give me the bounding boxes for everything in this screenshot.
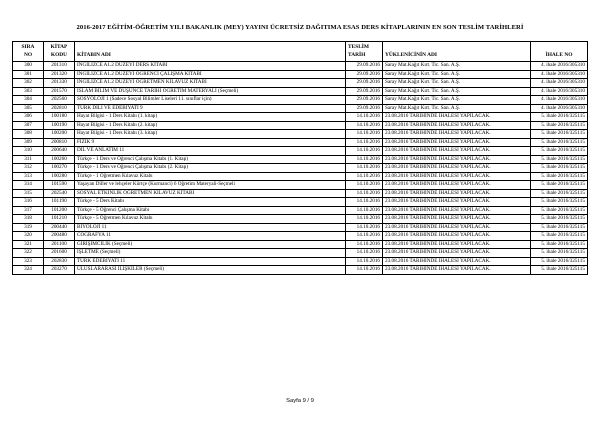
cell-yuklenici: 23.08.2016 TARİHİNDE İHALESİ YAPILACAK. [383,181,531,190]
cell-ihale-no: 5. ihale 2016/325115 [531,206,588,215]
cell-teslim-tarih: 14.10.2016 [346,198,383,207]
cell-sira-no: 311 [13,155,44,164]
header-sira-no [13,42,44,62]
cell-kitap-adi: ULUSLARARASI İLİŞKİLER (Seçmeli) [75,266,346,275]
cell-kitap-adi: COĞRAFYA 11 [75,232,346,241]
cell-kitap-kodu: 100190 [44,121,75,130]
cell-sira-no: 304 [13,96,44,105]
cell-kitap-kodu: 203270 [44,266,75,275]
cell-yuklenici: 23.08.2016 TARİHİNDE İHALESİ YAPILACAK. [383,189,531,198]
cell-sira-no: 318 [13,215,44,224]
cell-ihale-no: 5. ihale 2016/325115 [531,232,588,241]
header-teslim-line2: TARİH [348,51,366,58]
table-row [13,189,588,198]
cell-teslim-tarih: 14.10.2016 [346,240,383,249]
cell-yuklenici: 23.08.2016 TARİHİNDE İHALESİ YAPILACAK. [383,172,531,181]
cell-teslim-tarih: 29.09.2016 [346,104,383,113]
cell-sira-no: 303 [13,87,44,96]
cell-yuklenici: 23.08.2016 TARİHİNDE İHALESİ YAPILACAK. [383,198,531,207]
cell-kitap-adi: İNGİLİZCE A1.2 DÜZEYİ ÖĞRENCİ ÇALIŞMA KİTABI [75,70,346,79]
cell-kitap-adi: Türkçe - 5 Öğrenci Çalışma Kitabı [75,206,346,215]
cell-ihale-no: 4. ihale 2016/305310 [531,96,588,105]
table-row [13,172,588,181]
table-row [13,138,588,147]
cell-ihale-no: 5. ihale 2016/325115 [531,164,588,173]
cell-yuklenici: Saray Mat.Kağıt Kırt. Tic. San. A.Ş. [383,104,531,113]
cell-yuklenici: 23.08.2016 TARİHİNDE İHALESİ YAPILACAK. [383,206,531,215]
cell-teslim-tarih: 14.10.2016 [346,189,383,198]
table-row [13,87,588,96]
cell-kitap-kodu: 101590 [44,181,75,190]
cell-kitap-kodu: 101190 [44,198,75,207]
cell-teslim-tarih: 29.09.2016 [346,96,383,105]
cell-yuklenici: Saray Mat.Kağıt Kırt. Tic. San. A.Ş. [383,96,531,105]
table-row [13,215,588,224]
cell-kitap-kodu: 200440 [44,223,75,232]
cell-kitap-adi: TÜRK DİLİ VE EDEBİYATI 9 [75,104,346,113]
table-header-row [13,42,588,62]
cell-kitap-adi: Hayat Bilgisi - 1 Ders Kitabı (1. kitap) [75,113,346,122]
cell-kitap-kodu: 201310 [44,62,75,71]
header-sira-line2: NO [23,51,33,58]
header-teslim-line1: TESLİM [348,44,369,50]
cell-sira-no: 317 [13,206,44,215]
cell-ihale-no: 4. ihale 2016/305310 [531,62,588,71]
cell-sira-no: 312 [13,164,44,173]
header-yuklenici-label: YÜKLENİCİNİN ADI [385,51,437,58]
cell-sira-no: 305 [13,104,44,113]
cell-ihale-no: 5. ihale 2016/325115 [531,189,588,198]
cell-kitap-adi: TÜRK EDEBİYATI 11 [75,257,346,266]
cell-teslim-tarih: 14.10.2016 [346,121,383,130]
cell-yuklenici: 23.08.2016 TARİHİNDE İHALESİ YAPILACAK. [383,240,531,249]
cell-sira-no: 316 [13,198,44,207]
cell-kitap-adi: SOSYAL ETKİNLİK ÖĞRETMEN KILAVUZ KİTABI [75,189,346,198]
cell-kitap-adi: İNGİLİZCE A1.2 DÜZEYİ DERS KİTABI [75,62,346,71]
header-yuklenici [383,42,531,62]
cell-sira-no: 307 [13,121,44,130]
cell-kitap-kodu: 200810 [44,138,75,147]
table-row [13,249,588,258]
cell-sira-no: 324 [13,266,44,275]
cell-ihale-no: 5. ihale 2016/325115 [531,147,588,156]
cell-yuklenici: Saray Mat.Kağıt Kırt. Tic. San. A.Ş. [383,70,531,79]
cell-sira-no: 302 [13,79,44,88]
cell-teslim-tarih: 14.10.2016 [346,206,383,215]
cell-sira-no: 314 [13,181,44,190]
cell-teslim-tarih: 14.10.2016 [346,257,383,266]
cell-kitap-kodu: 201600 [44,249,75,258]
cell-ihale-no: 5. ihale 2016/325115 [531,257,588,266]
cell-yuklenici: 23.08.2016 TARİHİNDE İHALESİ YAPILACAK. [383,147,531,156]
header-ihale-no [531,42,588,62]
cell-kitap-adi: Türkçe - 5 Öğretmen Kılavuz Kitabı [75,215,346,224]
cell-sira-no: 306 [13,113,44,122]
table-row [13,62,588,71]
cell-teslim-tarih: 14.10.2016 [346,155,383,164]
header-ihale-label: İHALE NO [545,51,573,58]
cell-kitap-kodu: 202540 [44,189,75,198]
cell-teslim-tarih: 29.09.2016 [346,79,383,88]
cell-teslim-tarih: 14.10.2016 [346,130,383,139]
cell-kitap-kodu: 202830 [44,257,75,266]
cell-kitap-adi: Hayat Bilgisi - 1 Ders Kitabı (2. kitap) [75,121,346,130]
cell-kitap-adi: FİZİK 9 [75,138,346,147]
cell-ihale-no: 4. ihale 2016/305310 [531,87,588,96]
table-row [13,181,588,190]
cell-ihale-no: 5. ihale 2016/325115 [531,121,588,130]
table-row [13,164,588,173]
cell-kitap-kodu: 100270 [44,164,75,173]
cell-ihale-no: 4. ihale 2016/305310 [531,79,588,88]
cell-teslim-tarih: 14.10.2016 [346,232,383,241]
cell-yuklenici: 23.08.2016 TARİHİNDE İHALESİ YAPILACAK. [383,249,531,258]
header-kitap-line2: KODU [50,51,68,58]
cell-yuklenici: 23.08.2016 TARİHİNDE İHALESİ YAPILACAK. [383,232,531,241]
cell-kitap-kodu: 200480 [44,232,75,241]
cell-yuklenici: 23.08.2016 TARİHİNDE İHALESİ YAPILACAK. [383,155,531,164]
cell-yuklenici: 23.08.2016 TARİHİNDE İHALESİ YAPILACAK. [383,130,531,139]
deadline-table [12,41,588,275]
cell-sira-no: 322 [13,249,44,258]
cell-teslim-tarih: 14.10.2016 [346,181,383,190]
table-row [13,155,588,164]
cell-kitap-kodu: 101210 [44,215,75,224]
cell-kitap-adi: Türkçe - 1 Ders ve Öğrenci Çalışma Kitabı (2. Kitap) [75,164,346,173]
cell-ihale-no: 5. ihale 2016/325115 [531,249,588,258]
cell-yuklenici: Saray Mat.Kağıt Kırt. Tic. San. A.Ş. [383,62,531,71]
cell-yuklenici: 23.08.2016 TARİHİNDE İHALESİ YAPILACAK. [383,257,531,266]
cell-kitap-kodu: 201570 [44,87,75,96]
cell-sira-no: 321 [13,240,44,249]
table-row [13,206,588,215]
table-row [13,257,588,266]
header-teslim-tarih [346,42,383,62]
cell-yuklenici: 23.08.2016 TARİHİNDE İHALESİ YAPILACAK. [383,223,531,232]
table-row [13,79,588,88]
cell-sira-no: 315 [13,189,44,198]
cell-kitap-kodu: 100180 [44,113,75,122]
cell-kitap-adi: SOSYOLOJİ 1 (Sadece Sosyal Bilimler Liseleri 11. sınıflar için) [75,96,346,105]
cell-kitap-kodu: 101200 [44,206,75,215]
cell-kitap-kodu: 100200 [44,130,75,139]
cell-teslim-tarih: 14.10.2016 [346,215,383,224]
cell-ihale-no: 5. ihale 2016/325115 [531,113,588,122]
cell-ihale-no: 5. ihale 2016/325115 [531,155,588,164]
cell-sira-no: 320 [13,232,44,241]
cell-yuklenici: Saray Mat.Kağıt Kırt. Tic. San. A.Ş. [383,87,531,96]
page-footer: Sayfa 9 / 9 [286,398,314,404]
table-body [13,62,588,275]
table-row [13,70,588,79]
header-kitap-kodu [44,42,75,62]
cell-teslim-tarih: 14.10.2016 [346,266,383,275]
cell-kitap-adi: İNGİLİZCE A1.2 DÜZEYİ ÖĞRETMEN KILAVUZ KİTABI [75,79,346,88]
cell-yuklenici: 23.08.2016 TARİHİNDE İHALESİ YAPILACAK. [383,215,531,224]
cell-ihale-no: 5. ihale 2016/325115 [531,138,588,147]
cell-yuklenici: 23.08.2016 TARİHİNDE İHALESİ YAPILACAK. [383,138,531,147]
cell-sira-no: 301 [13,70,44,79]
cell-ihale-no: 5. ihale 2016/325115 [531,266,588,275]
header-kitabin-adi [75,42,346,62]
cell-ihale-no: 5. ihale 2016/325115 [531,240,588,249]
header-sira-line1: SIRA [21,44,35,50]
cell-ihale-no: 4. ihale 2016/305310 [531,70,588,79]
table-row [13,240,588,249]
cell-kitap-kodu: 202810 [44,104,75,113]
cell-teslim-tarih: 14.10.2016 [346,172,383,181]
table-row [13,104,588,113]
cell-yuklenici: 23.08.2016 TARİHİNDE İHALESİ YAPILACAK. [383,113,531,122]
cell-sira-no: 323 [13,257,44,266]
cell-kitap-kodu: 100260 [44,155,75,164]
table-row [13,232,588,241]
cell-kitap-adi: Türkçe - 1 Öğretmen Kılavuz Kitabı [75,172,346,181]
cell-kitap-kodu: 201100 [44,240,75,249]
cell-teslim-tarih: 14.10.2016 [346,249,383,258]
cell-teslim-tarih: 29.09.2016 [346,70,383,79]
cell-sira-no: 310 [13,147,44,156]
cell-kitap-kodu: 200640 [44,147,75,156]
table-row [13,121,588,130]
cell-teslim-tarih: 14.10.2016 [346,113,383,122]
header-kitap-line1: KİTAP [50,44,68,50]
cell-ihale-no: 5. ihale 2016/325115 [531,215,588,224]
cell-kitap-adi: BİYOLOJİ 11 [75,223,346,232]
cell-ihale-no: 5. ihale 2016/325115 [531,198,588,207]
cell-sira-no: 313 [13,172,44,181]
cell-teslim-tarih: 14.10.2016 [346,164,383,173]
cell-kitap-adi: Yaşayan Diller ve lehçeler Kürtçe (Kurmanci) 6 Öğretim Materyali-Seçmeli [75,181,346,190]
cell-sira-no: 309 [13,138,44,147]
cell-kitap-adi: İSLAM BİLİM VE DÜŞÜNCE TARİHİ ÖĞRETİM MATERYALİ (Seçmeli) [75,87,346,96]
table-row [13,147,588,156]
cell-teslim-tarih: 14.10.2016 [346,138,383,147]
cell-kitap-kodu: 201320 [44,70,75,79]
page-title: 2016-2017 EĞİTİM-ÖĞRETİM YILI BAKANLIK (MEY) YAYINI ÜCRETSİZ DAĞITIMA ESAS DERS KİTAPLARININ EN SON TESLİM TARİHLERİ [76,24,524,31]
table-row [13,223,588,232]
cell-kitap-adi: İŞLETME (Seçmeli) [75,249,346,258]
cell-kitap-kodu: 202560 [44,96,75,105]
cell-teslim-tarih: 14.10.2016 [346,147,383,156]
cell-ihale-no: 5. ihale 2016/325115 [531,130,588,139]
cell-kitap-adi: Hayat Bilgisi - 1 Ders Kitabı (3. kitap) [75,130,346,139]
cell-teslim-tarih: 14.10.2016 [346,223,383,232]
cell-kitap-adi: Türkçe - 5 Ders Kitabı [75,198,346,207]
cell-yuklenici: 23.08.2016 TARİHİNDE İHALESİ YAPILACAK. [383,164,531,173]
cell-ihale-no: 5. ihale 2016/325115 [531,181,588,190]
table-row [13,266,588,275]
cell-kitap-kodu: 100280 [44,172,75,181]
cell-teslim-tarih: 29.09.2016 [346,87,383,96]
cell-kitap-adi: DİL VE ANLATIM 11 [75,147,346,156]
table-row [13,96,588,105]
cell-sira-no: 308 [13,130,44,139]
cell-kitap-kodu: 201330 [44,79,75,88]
cell-ihale-no: 5. ihale 2016/325115 [531,223,588,232]
cell-ihale-no: 4. ihale 2016/305310 [531,104,588,113]
cell-ihale-no: 5. ihale 2016/325115 [531,172,588,181]
cell-sira-no: 300 [13,62,44,71]
table-row [13,113,588,122]
cell-kitap-adi: GİRİŞİMCİLİK (Seçmeli) [75,240,346,249]
cell-teslim-tarih: 29.09.2016 [346,62,383,71]
cell-yuklenici: 23.08.2016 TARİHİNDE İHALESİ YAPILACAK. [383,121,531,130]
cell-yuklenici: Saray Mat.Kağıt Kırt. Tic. San. A.Ş. [383,79,531,88]
cell-yuklenici: 23.08.2016 TARİHİNDE İHALESİ YAPILACAK. [383,266,531,275]
table-row [13,130,588,139]
cell-sira-no: 319 [13,223,44,232]
cell-kitap-adi: Türkçe - 1 Ders ve Öğrenci Çalışma Kitabı (1. Kitap) [75,155,346,164]
header-kitabin-adi-label: KİTABIN ADI [77,51,111,58]
table-row [13,198,588,207]
